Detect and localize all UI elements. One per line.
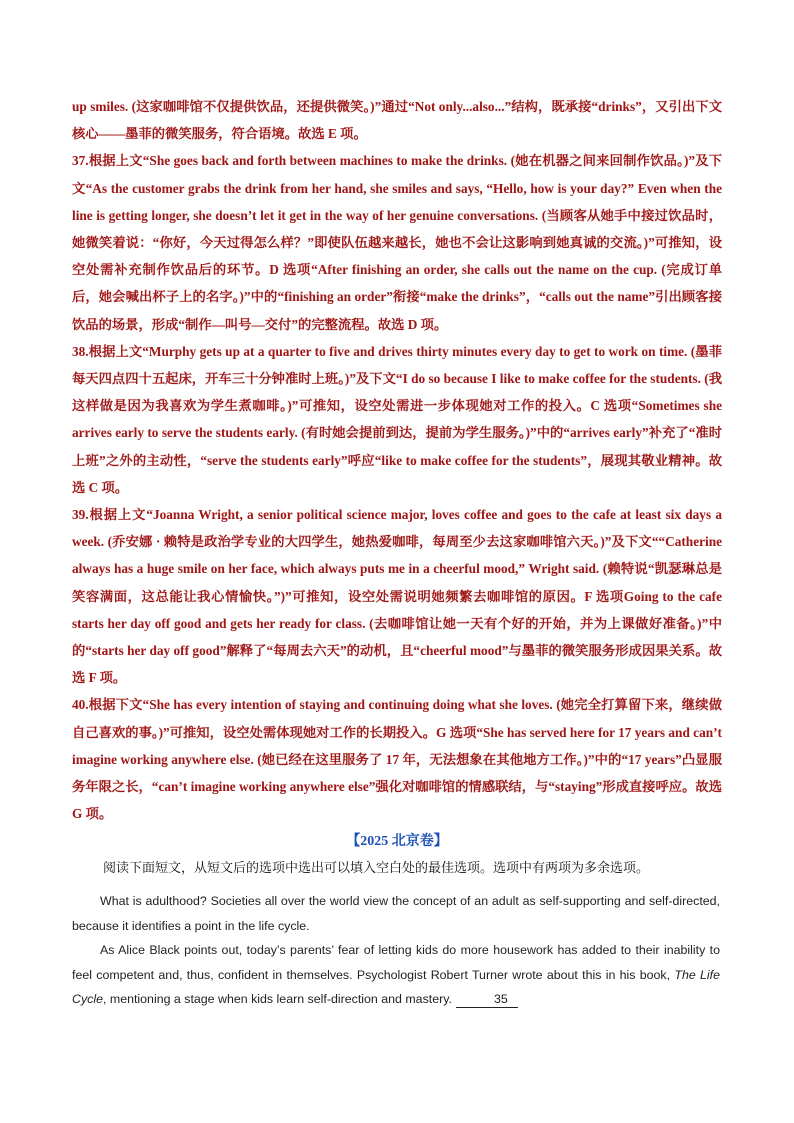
answer-explanations: [72, 93, 722, 827]
answer-39: 39.根据上文“Joanna Wright, a senior political science major, loves coffee and goes to the cafe at least six days a week. (乔安娜 · 赖特是政治学专业的大四学生，她热爱咖啡，每周至少去这家咖啡馆六天。)”及下文““Catherine always has a huge smile on her face, which always puts me in a cheerful mood,” Wright said. (赖特说“凯瑟琳总是笑容满面，这总能让我心情愉快。”)”可推知，设空处需说明她频繁去咖啡馆的原因。F 选项Going to the cafe starts her day off good and gets her ready for class. (去咖啡馆让她一天有个好的开始，并为上课做好准备。)”中的“starts her day off good”解释了“每周去六天”的动机，且“cheerful mood”与墨菲的微笑服务形成因果关系。故选 F 项。: [72, 507, 722, 686]
book-title: The Life Cycle: [72, 967, 720, 1006]
blank-35: 35: [456, 991, 518, 1008]
answer-36-continued: up smiles. (这家咖啡馆不仅提供饮品，还提供微笑。)”通过“Not only...also...”结构，既承接“drinks”，又引出下文核心——墨菲的微笑服务，符合语境。故选 E 项。: [72, 99, 722, 142]
reading-passage: [72, 889, 720, 1012]
passage-paragraph-2: [72, 938, 720, 1012]
section-title: 【2025 北京卷】: [346, 834, 448, 849]
answer-38: 38.根据上文“Murphy gets up at a quarter to five and drives thirty minutes every day to get to work on time. (墨菲每天四点四十五起床，开车三十分钟准时上班。)”及下文“I do so because I like to make coffee for the students. (我这样做是因为我喜欢为学生煮咖啡。)”可推知，设空处需进一步体现她对工作的投入。C 选项“Sometimes she arrives early to serve the students early. (有时她会提前到达，提前为学生服务。)”中的“arrives early”补充了“准时上班”之外的主动性，“serve the students early”呼应“like to make coffee for the students”，展现其敬业精神。故选 C 项。: [72, 343, 722, 495]
answer-40: 40.根据下文“She has every intention of staying and continuing doing what she loves. (她完全打算留下来，继续做自己喜欢的事。)”可推知，设空处需体现她对工作的长期投入。G 选项“She has served here for 17 years and can’t imagine working anywhere else. (她已经在这里服务了 17 年，无法想象在其他地方工作。)”中的“17 years”凸显服务年限之长，“can’t imagine working anywhere else”强化对咖啡馆的情感联结，与“staying”形成直接呼应。故选 G 项。: [72, 697, 722, 822]
answer-37: 37.根据上文“She goes back and forth between machines to make the drinks. (她在机器之间来回制作饮品。)”及下文“As the customer grabs the drink from her hand, she smiles and says, “Hello, how is your day?” Even when the line is getting longer, she doesn’t let it get in the way of her genuine conversations. (当顾客从她手中接过饮品时，她微笑着说：“你好，今天过得怎么样？”即使队伍越来越长，她也不会让这影响到她真诚的交流。)”可推知，设空处需补充制作饮品后的环节。D 选项“After finishing an order, she calls out the name on the cup. (完成订单后，她会喊出杯子上的名字。)”中的“finishing an order”衔接“make the drinks”，“calls out the name”引出顾客接饮品的场景，形成“制作—叫号—交付”的完整流程。故选 D 项。: [72, 153, 722, 332]
instruction-text: 阅读下面短文，从短文后的选项中选出可以填入空白处的最佳选项。选项中有两项为多余选项。: [103, 861, 650, 876]
passage-text: , mentioning a stage when kids learn self-direction and mastery.: [102, 992, 452, 1006]
passage-paragraph-1: What is adulthood? Societies all over the world view the concept of an adult as self-supporting and self-directed, because it identifies a point in the life cycle.: [72, 894, 720, 933]
passage-text: As Alice Black points out, today’s parents’ fear of letting kids do more housework has added to their inability to feel competent and, thus, confident in themselves. Psychologist Robert Turner wrote about this in his book,: [72, 943, 720, 982]
